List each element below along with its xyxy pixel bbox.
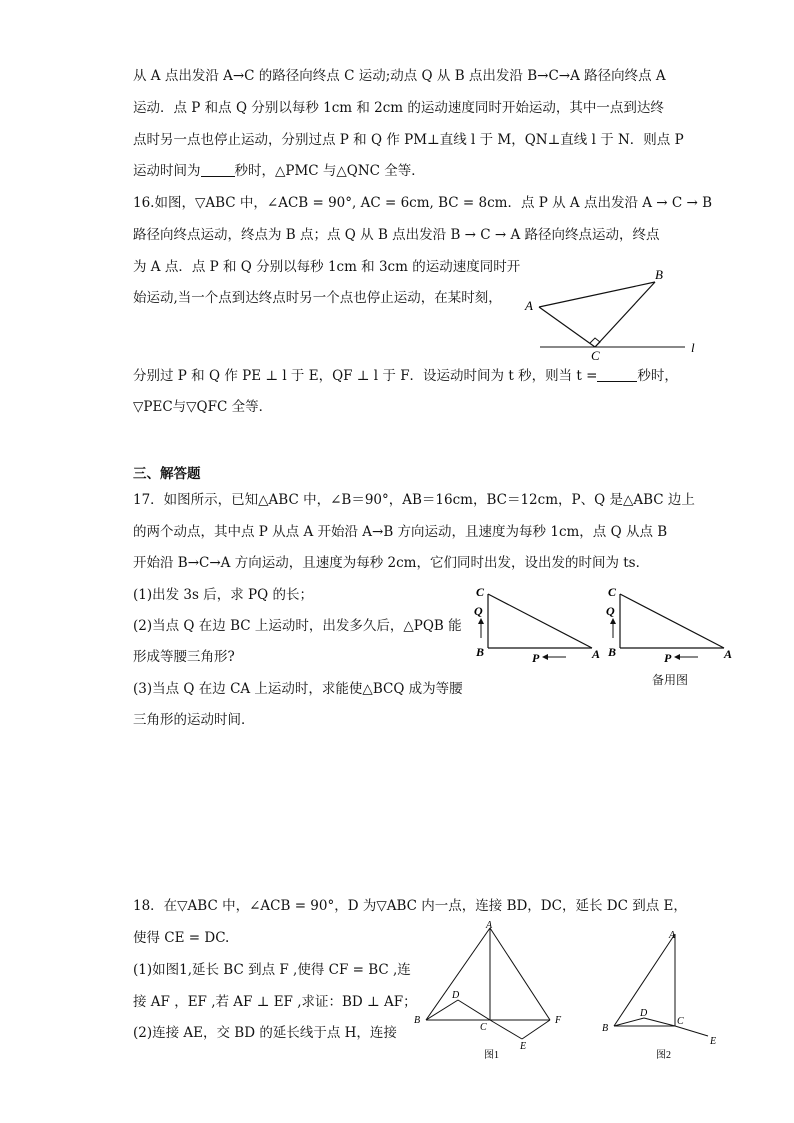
q16-label-l: l [691,340,695,355]
fig1-AB [426,928,490,1020]
q17b-side-CA [620,594,724,648]
q17-sub-1: (1)出发 3s 后，求 PQ 的长； [133,587,313,603]
q15-line-3: 点时另一点也停止运动，分别过点 P 和 Q 作 PM⊥直线 l 于 M，QN⊥直线 l 于 N．则点 P [133,132,684,148]
q17b-label-P: P [664,651,672,664]
q17b-label-A: A [724,647,733,661]
q17b-label-B: B [608,645,617,659]
q16-line-4: 始运动,当一个点到达终点时另一个点也停止运动，在某时刻， [133,290,502,306]
q17-line-1: 17．如图所示，已知△ABC 中，∠B＝90°，AB＝16cm，BC＝12cm，P、Q 是△ABC 边上 [133,492,695,508]
q18-figure-2 [600,920,730,1060]
q17-side-CA [488,594,592,648]
fig2-label-E: E [710,1036,717,1047]
q17b-label-Q: Q [606,604,615,618]
fig2-DC [644,1018,675,1026]
q16-label-B: B [655,267,663,282]
fig2-label-D: D [640,1008,648,1019]
q17-line-2: 的两个动点，其中点 P 从点 A 开始沿 A→B 方向运动，且速度为每秒 1cm，点 Q 从点 B [133,524,668,540]
q16-line-6: ▽PEC与▽QFC 全等． [133,399,273,415]
fig1-label-B: B [414,1015,421,1026]
fig1-CE [490,1020,522,1039]
fig1-caption: 图1 [484,1050,499,1060]
fig2-label-B: B [602,1023,609,1034]
q17b-arrowhead-Q [610,618,616,624]
q15-answer-blank [201,162,235,177]
q16-side-AC [539,307,595,347]
q17-label-Q: Q [474,604,483,618]
q16-line-5 [133,366,678,386]
q16-line-1: 16.如图，▽ABC 中，∠ACB = 90°, AC = 6cm, BC = 8cm．点 P 从 A 点出发沿 A → C → B [133,195,713,211]
fig1-label-A: A [486,920,493,931]
q18-line-2: 使得 CE = DC. [133,930,230,946]
q15-line-4a: 运动时间为 [133,163,201,179]
fig1-DC [458,1000,490,1020]
q17-figure-main [470,582,610,664]
fig1-AF [490,928,550,1020]
q18-sub-1b: 接 AF ，EF ,若 AF ⊥ EF ,求证：BD ⊥ AF； [133,994,417,1010]
q18-sub-2: (2)连接 AE，交 BD 的延长线于点 H，连接 [133,1025,397,1041]
q17-figure-backup [602,582,742,664]
fig1-BD [426,1000,458,1020]
q17-sub-2a: (2)当点 Q 在边 BC 上运动时，出发多久后，△PQB 能 [133,618,462,634]
fig1-label-D: D [452,990,460,1001]
q17-line-3: 开始沿 B→C→A 方向运动，且速度为每秒 2cm，它们同时出发，设出发的时间为 ts． [133,555,650,571]
q15-line-1: 从 A 点出发沿 A→C 的路径向终点 C 运动;动点 Q 从 B 点出发沿 B→C→A 路径向终点 A [133,68,666,84]
q16-figure [515,262,705,362]
fig2-caption: 图2 [656,1050,671,1060]
q16-line-5a: 分别过 P 和 Q 作 PE ⊥ l 于 E，QF ⊥ l 于 F．设运动时间为 t 秒，则当 t = [133,368,598,384]
q17-sub-3b: 三角形的运动时间． [133,712,255,728]
q16-line-2: 路径向终点运动，终点为 B 点；点 Q 从 B 点出发沿 B → C → A 路径向终点运动，终点 [133,227,660,243]
q17-label-C: C [476,585,485,599]
q17-backup-caption: 备用图 [652,673,689,687]
q17-label-B: B [476,645,485,659]
q17-arrowhead-P [542,654,548,660]
q17-label-P: P [532,651,540,664]
q16-line-3: 为 A 点．点 P 和 Q 分别以每秒 1cm 和 3cm 的运动速度同时开 [133,259,521,275]
fig1-label-E: E [520,1041,527,1052]
q16-answer-blank [597,367,637,382]
q16-side-AB [539,282,655,307]
q18-figure-1 [410,920,580,1060]
q16-side-CB [595,282,655,347]
q17b-arrowhead-P [674,654,680,660]
q15-line-2: 运动．点 P 和点 Q 分别以每秒 1cm 和 2cm 的运动速度同时开始运动，其中一点到达终 [133,100,664,116]
q17b-label-C: C [608,585,617,599]
fig1-label-C: C [480,1022,487,1033]
q17-sub-3a: (3)当点 Q 在边 CA 上运动时，求能使△BCQ 成为等腰 [133,681,463,697]
q15-line-4b: 秒时，△PMC 与△QNC 全等． [234,163,425,179]
q15-line-4 [133,161,425,181]
q17-sub-2b: 形成等腰三角形? [133,649,235,665]
q17-label-A: A [592,647,601,661]
q16-label-C: C [591,348,600,362]
q18-sub-1a: (1)如图1,延长 BC 到点 F ,使得 CF = BC ,连 [133,962,411,978]
q17-arrowhead-Q [478,618,484,624]
q16-line-5b: 秒时， [637,368,678,384]
fig1-label-F: F [555,1015,562,1026]
fig2-CE [675,1026,708,1036]
fig2-label-C: C [677,1016,684,1027]
q18-line-1: 18．在▽ABC 中，∠ACB = 90°，D 为▽ABC 内一点，连接 BD，DC，延长 DC 到点 E， [133,898,687,914]
fig1-EF [522,1020,550,1039]
section-title: 三、解答题 [133,466,201,482]
fig2-label-A: A [669,930,676,941]
q16-label-A: A [525,298,533,313]
